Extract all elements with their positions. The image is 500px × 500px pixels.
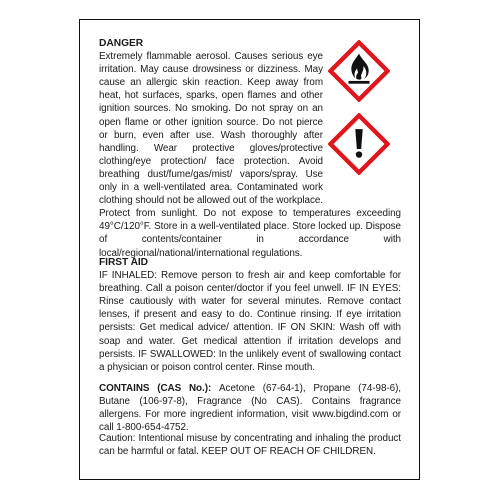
caution-statement: Caution: Intentional misuse by concentrating and inhaling the product can be harmful or fatal. KEEP OUT OF REACH OF CHILDREN. [99,433,401,458]
danger-heading: DANGER [99,38,144,49]
first-aid-section [99,256,401,374]
flame-hazard-icon [328,40,390,102]
danger-statement: Extremely flammable aerosol. Causes serious eye irritation. May cause drowsiness or dizziness. May cause an allergic skin reaction. Keep away from heat, hot surfaces, sparks, open flames and other ignition sources. No smoking. Do not spray on an open flame or other ignition source. Do not pierce or burn, even after use. Wash thoroughly after handling. Wear protective gloves/protective clothing/eye protection/ face protection. Avoid breathing dust/fume/gas/mist/ vapors/spray. Use only in a well-ventilated area. Contaminated work clothing should not be allowed out of the workplace. Protect from sunlight. Do not expose to temperatures exceeding 49°C/120°F. Store in a well-ventilated place. Store locked up. Dispose of contents/container in accordance with local/regional/national/international regulations. [99,51,401,259]
exclamation-hazard-icon [328,113,390,175]
first-aid-statement: IF INHALED: Remove person to fresh air and keep comfortable for breathing. Call a poison center/doctor if you feel unwell. IF IN EYES: Rinse cautiously with water for several minutes. Remove contact lenses, if present and easy to do. Continue rinsing. If eye irritation persists: Get medical advice/ attention. IF ON SKIN: Wash off with soap and water. Get medical attention if irritation develops and persists. IF SWALLOWED: In the unlikely event of swallowing contact a physician or poison control center. Rinse mouth. [99,270,401,373]
caution-section [99,432,401,458]
hazard-label [79,19,420,480]
first-aid-heading: FIRST AID [99,257,148,268]
contains-statement: Acetone (67-64-1), Propane (74-98-6), Butane (106-97-8), Fragrance (No CAS). Contains fragrance allergens. For more ingredient information, visit www.bigdind.com or call 1-800-654-4752. [99,383,401,434]
contains-section [99,382,401,434]
contains-label: CONTAINS (CAS No.): [99,383,220,394]
